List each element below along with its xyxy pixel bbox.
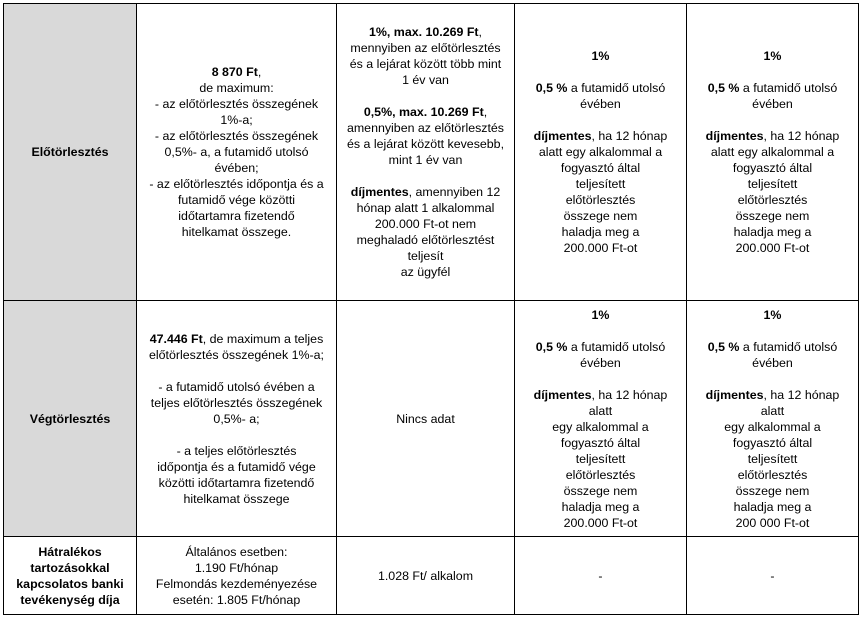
- detail-line: évében;: [214, 161, 259, 175]
- table-row-elotorlesztes: [4, 4, 859, 301]
- detail-line: esetén: 1.805 Ft/hónap: [172, 592, 301, 607]
- detail-line: fogyasztó által: [560, 161, 641, 175]
- detail-line: közötti időtartamra fizetendő: [158, 475, 315, 490]
- detail-line: alatt egy alkalommal a: [710, 145, 835, 159]
- detail-text: , ha 12 hónap: [763, 129, 840, 143]
- fee-bold: 0,5 %: [535, 81, 568, 95]
- no-data-text: Nincs adat: [396, 411, 455, 426]
- detail-line: fogyasztó által: [732, 435, 813, 450]
- detail-line: előtörlesztés: [565, 193, 636, 207]
- detail-line: összege nem: [735, 483, 810, 498]
- header-line: kapcsolatos banki: [16, 576, 124, 591]
- fee-bold: 0,5 %: [707, 81, 740, 95]
- detail-line: 1.190 Ft/hónap: [194, 560, 279, 575]
- detail-line: alatt egy alkalommal a: [538, 145, 663, 159]
- detail-line: és a lejárat között kevesebb,: [346, 137, 505, 151]
- detail-line: futamidő vége közötti: [177, 193, 296, 207]
- detail-line: - az előtörlesztés időpontja és a: [149, 177, 324, 191]
- row-header-vegtorlesztes: Végtörlesztés: [4, 301, 137, 537]
- detail-line: előtörlesztés összegének 1%-a;: [149, 347, 324, 362]
- pct: 1%: [591, 307, 610, 322]
- detail-line: hitelkamat összege: [183, 491, 290, 506]
- detail-line: meghaladó előtörlesztést: [356, 233, 495, 247]
- detail-line: mint 1 év van: [388, 153, 463, 167]
- elotorlesztes-bank3-cell: [515, 4, 687, 301]
- detail-line: 200.000 Ft-ot: [563, 241, 638, 255]
- fee-bold: díjmentes: [705, 129, 764, 143]
- vegtorlesztes-bank3-cell: [515, 301, 687, 537]
- detail-text: , ha 12 hónap: [591, 129, 668, 143]
- fee-bold: 0,5%, max. 10.269 Ft: [363, 105, 484, 119]
- detail-text: , amennyiben 12: [408, 185, 501, 199]
- detail-line: 0,5%- a, a futamidő utolsó: [164, 145, 309, 159]
- detail-line: haladja meg a: [561, 499, 640, 514]
- detail-line: egy alkalommal a: [724, 419, 821, 434]
- detail-text: a futamidő utolsó: [567, 81, 666, 95]
- detail-line: előtörlesztés: [565, 467, 636, 482]
- detail-line: - a futamidő utolsó évében a: [158, 379, 315, 394]
- detail-line: fogyasztó által: [560, 435, 641, 450]
- hatralekos-bank4-cell: [687, 537, 859, 615]
- detail-line: - az előtörlesztés összegének: [154, 97, 319, 111]
- detail-line: Általános esetben:: [185, 544, 288, 559]
- vegtorlesztes-bank2-cell: [337, 301, 515, 537]
- detail-line: alatt: [760, 403, 785, 418]
- elotorlesztes-bank1-cell: 8 870 Ft, de maximum: - az előtörlesztés összegének 1%-a; - az előtörlesztés összegének 0,5%- a, a futamidő utolsó évében; - az előtörlesztés időpontja és a futamidő vége közötti időtartamra fizetendő hitelkamat összege.: [137, 4, 337, 301]
- fee-text: 1.028 Ft/ alkalom: [377, 568, 474, 583]
- pct: 1%: [591, 49, 610, 63]
- detail-line: haladja meg a: [561, 225, 640, 239]
- detail-line: de maximum:: [199, 81, 274, 95]
- header-line: tevékenység díja: [20, 592, 120, 607]
- header-line: Hátralékos: [38, 544, 102, 559]
- detail-line: - az előtörlesztés összegének: [154, 129, 319, 143]
- amount: 47.446 Ft: [149, 331, 203, 346]
- dash: -: [598, 568, 603, 583]
- detail-line: előtörlesztés: [737, 467, 808, 482]
- detail-line: az ügyfél: [400, 265, 451, 279]
- fee-bold: 1%, max. 10.269 Ft: [369, 25, 479, 39]
- table-row-hatralekos: [4, 537, 859, 615]
- detail-line: 1%-a;: [220, 113, 253, 127]
- detail-line: alatt: [588, 403, 613, 418]
- fee-bold: díjmentes: [533, 387, 592, 402]
- fee-bold: díjmentes: [705, 387, 764, 402]
- detail-line: összege nem: [735, 209, 810, 223]
- detail-line: fogyasztó által: [732, 161, 813, 175]
- detail-text: a futamidő utolsó: [739, 81, 838, 95]
- detail-line: összege nem: [563, 483, 638, 498]
- detail-line: 1 év van: [402, 73, 449, 87]
- detail-line: összege nem: [563, 209, 638, 223]
- detail-line: teljesít: [407, 249, 444, 263]
- detail-line: mennyiben az előtörlesztés: [350, 41, 501, 55]
- fee-bold: 0,5 %: [535, 339, 568, 354]
- detail-line: évében: [580, 97, 621, 111]
- detail-line: időpontja és a futamidő vége: [157, 459, 316, 474]
- elotorlesztes-bank4-cell: [687, 4, 859, 301]
- hatralekos-bank3-cell: [515, 537, 687, 615]
- pct: 1%: [763, 49, 782, 63]
- vegtorlesztes-bank4-cell: [687, 301, 859, 537]
- detail-text: a futamidő utolsó: [567, 339, 666, 354]
- detail-line: Felmondás kezdeményezése: [155, 576, 318, 591]
- row-header-elotorlesztes: Előtörlesztés: [4, 4, 137, 301]
- detail-text: , de maximum a teljes: [202, 331, 324, 346]
- detail-line: haladja meg a: [733, 225, 812, 239]
- fee-details: [141, 80, 332, 240]
- detail-line: teljesített: [575, 177, 626, 191]
- detail-line: egy alkalommal a: [552, 419, 649, 434]
- detail-line: időtartamra fizetendő: [178, 209, 295, 223]
- detail-line: évében: [580, 355, 621, 370]
- dash: -: [770, 568, 775, 583]
- fee-table: [3, 3, 859, 615]
- detail-line: évében: [752, 355, 793, 370]
- amount: 8 870 Ft: [211, 65, 258, 79]
- elotorlesztes-bank2-cell: 1%, max. 10.269 Ft, mennyiben az előtörlesztés és a lejárat között több mint 1 év van 0,5%, max. 10.269 Ft, amennyiben az előtörlesztés és a lejárat között kevesebb, mint 1 év van díjmentes, amennyiben 12 hónap alatt 1 alkalommal 200.000 Ft-ot nem meghaladó előtörlesztést teljesít az ügyfél: [337, 4, 515, 301]
- detail-text: , ha 12 hónap: [763, 387, 840, 402]
- detail-line: teljesített: [575, 451, 626, 466]
- hatralekos-bank1-cell: [137, 537, 337, 615]
- detail-line: évében: [752, 97, 793, 111]
- detail-line: 200 000 Ft-ot: [735, 515, 810, 530]
- hatralekos-bank2-cell: [337, 537, 515, 615]
- detail-line: haladja meg a: [733, 499, 812, 514]
- fee-bold: díjmentes: [533, 129, 592, 143]
- detail-line: hitelkamat összege.: [181, 225, 292, 239]
- fee-bold: 0,5 %: [707, 339, 740, 354]
- detail-line: és a lejárat között több mint: [349, 57, 502, 71]
- detail-text: a futamidő utolsó: [739, 339, 838, 354]
- detail-line: hónap alatt 1 alkalommal: [356, 201, 495, 215]
- detail-line: előtörlesztés: [737, 193, 808, 207]
- detail-line: 200.000 Ft-ot: [735, 241, 810, 255]
- detail-line: - a teljes előtörlesztés: [176, 443, 297, 458]
- detail-text: , ha 12 hónap: [591, 387, 668, 402]
- detail-line: teljesített: [747, 177, 798, 191]
- detail-line: teljes előtörlesztés összegének: [150, 395, 323, 410]
- pct: 1%: [763, 307, 782, 322]
- detail-line: teljesített: [747, 451, 798, 466]
- row-header-hatralekos: [4, 537, 137, 615]
- header-line: tartozásokkal: [30, 560, 110, 575]
- detail-line: amennyiben az előtörlesztés: [346, 121, 505, 135]
- table-row-vegtorlesztes: [4, 301, 859, 537]
- detail-line: 200.000 Ft-ot nem: [374, 217, 477, 231]
- vegtorlesztes-bank1-cell: [137, 301, 337, 537]
- fee-bold: díjmentes: [350, 185, 409, 199]
- detail-line: 200.000 Ft-ot: [563, 515, 638, 530]
- detail-line: 0,5%- a;: [213, 411, 260, 426]
